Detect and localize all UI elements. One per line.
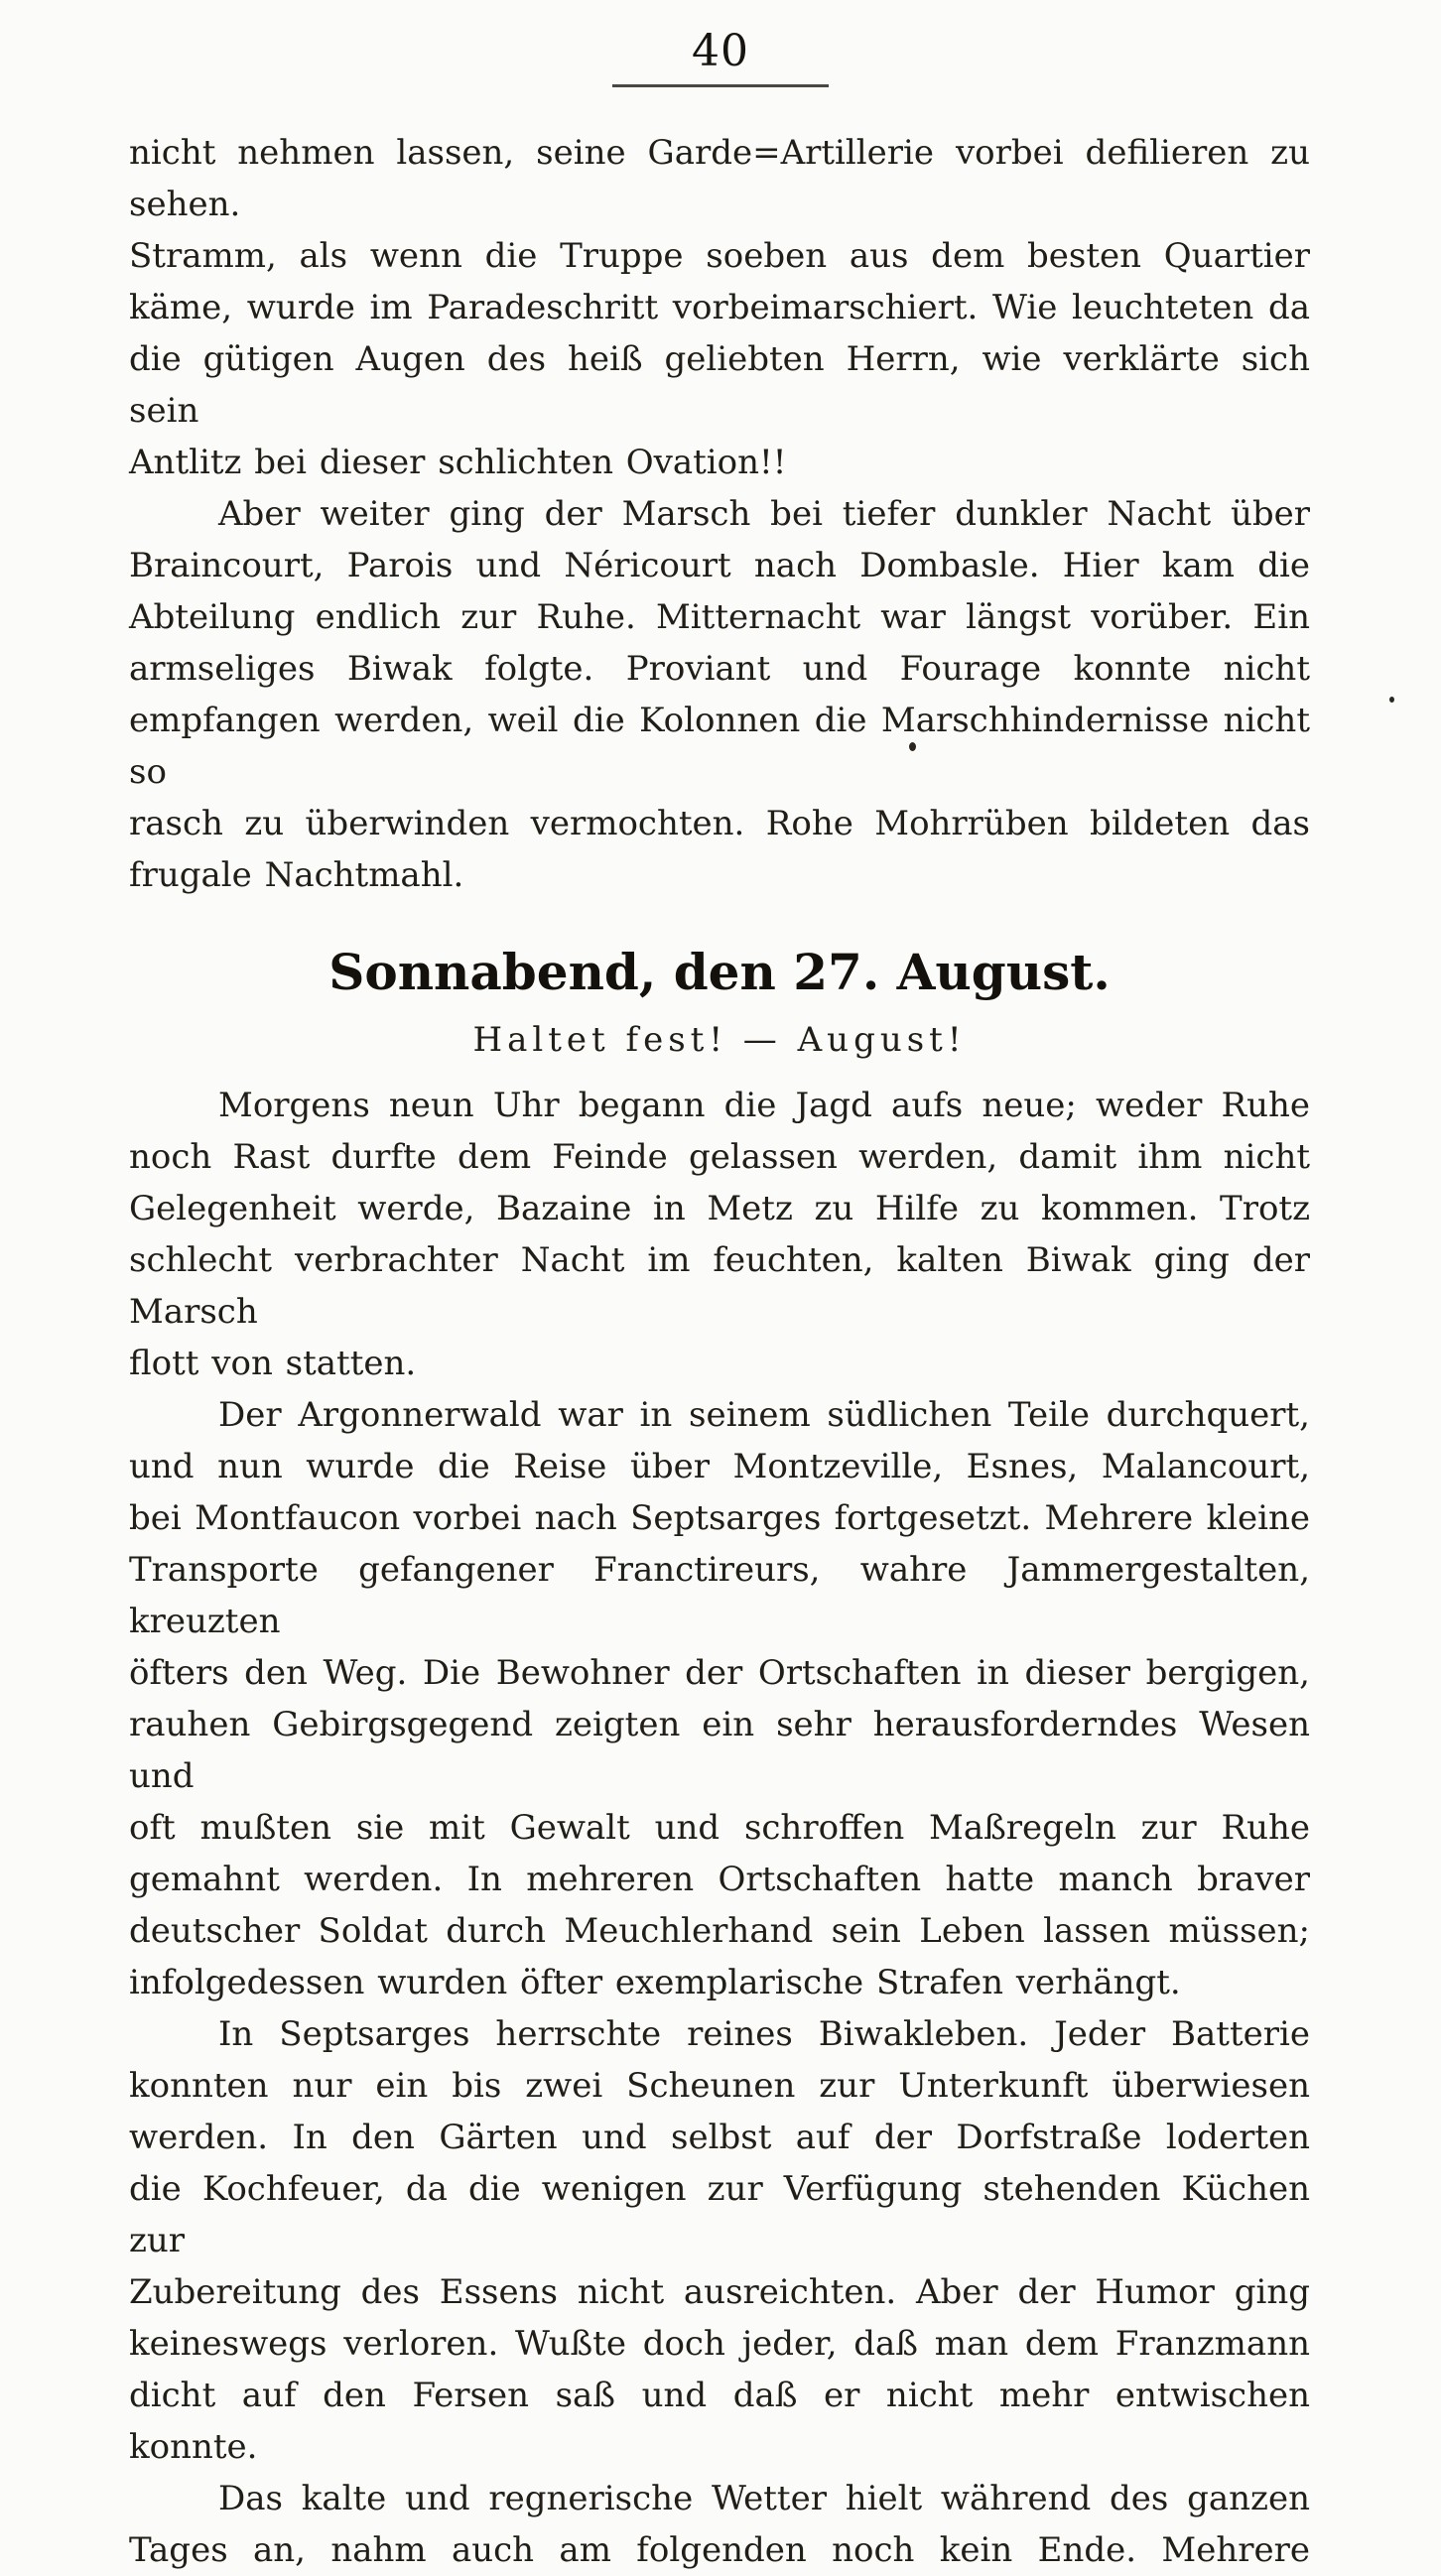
- paragraph: [129, 1080, 1310, 1389]
- text-line: Das kalte und regnerische Wetter hielt während des ganzen: [218, 2479, 1310, 2518]
- text-line: nicht nehmen lassen, seine Garde=Artillerie vorbei defilieren zu sehen.: [129, 133, 1310, 224]
- text-line: Zubereitung des Essens nicht ausreichten. Aber der Humor ging: [129, 2272, 1310, 2312]
- text-line: käme, wurde im Paradeschritt vorbeimarschiert. Wie leuchteten da: [129, 288, 1310, 327]
- text-line: flott von statten.: [129, 1344, 417, 1383]
- text-line: Antlitz bei dieser schlichten Ovation!!: [129, 443, 787, 482]
- text-line: Stramm, als wenn die Truppe soeben aus dem besten Quartier: [129, 236, 1310, 276]
- text-line: Gelegenheit werde, Bazaine in Metz zu Hilfe zu kommen. Trotz: [129, 1189, 1310, 1228]
- text-line: empfangen werden, weil die Kolonnen die Marschhindernisse nicht so: [129, 701, 1310, 792]
- text-line: die Kochfeuer, da die wenigen zur Verfügung stehenden Küchen zur: [129, 2169, 1310, 2260]
- paragraph: [129, 1389, 1310, 2008]
- text-line: Transporte gefangener Franctireurs, wahre Jammergestalten, kreuzten: [129, 1550, 1310, 1641]
- motto-subheading: Haltet fest! — August!: [472, 1020, 967, 1060]
- header-rule: [612, 84, 829, 87]
- text-line: infolgedessen wurden öfter exemplarische Strafen verhängt.: [129, 1963, 1181, 2002]
- text-line: konnten nur ein bis zwei Scheunen zur Unterkunft überwiesen: [129, 2066, 1310, 2106]
- paragraph: [129, 2473, 1310, 2576]
- text-line: deutscher Soldat durch Meuchlerhand sein Leben lassen müssen;: [129, 1911, 1310, 1951]
- paragraph: [129, 127, 1310, 488]
- text-line: Tages an, nahm auch am folgenden noch kein Ende. Mehrere: [129, 2530, 1310, 2570]
- text-line: Braincourt, Parois und Néricourt nach Dombasle. Hier kam die: [129, 546, 1310, 585]
- text-line: Der Argonnerwald war in seinem südlichen Teile durchquert,: [218, 1395, 1310, 1435]
- text-line: In Septsarges herrschte reines Biwakleben. Jeder Batterie: [218, 2014, 1310, 2054]
- page-body: [129, 127, 1310, 2576]
- text-line: rauhen Gebirgsgegend zeigten ein sehr herausforderndes Wesen und: [129, 1705, 1310, 1796]
- text-line: werden. In den Gärten und selbst auf der Dorfstraße loderten: [129, 2118, 1310, 2157]
- text-line: frugale Nachtmahl.: [129, 855, 464, 895]
- text-line: rasch zu überwinden vermochten. Rohe Mohrrüben bildeten das: [129, 804, 1310, 843]
- text-line: oft mußten sie mit Gewalt und schroffen Maßregeln zur Ruhe: [129, 1808, 1310, 1848]
- text-line: armseliges Biwak folgte. Proviant und Fourage konnte nicht: [129, 649, 1310, 689]
- text-line: Abteilung endlich zur Ruhe. Mitternacht war längst vorüber. Ein: [129, 597, 1310, 637]
- date-heading: Sonnabend, den 27. August.: [328, 943, 1111, 1001]
- text-line: und nun wurde die Reise über Montzeville, Esnes, Malancourt,: [129, 1447, 1310, 1486]
- text-line: Morgens neun Uhr begann die Jagd aufs neue; weder Ruhe: [218, 1086, 1310, 1125]
- paragraph: [129, 2008, 1310, 2473]
- text-line: Aber weiter ging der Marsch bei tiefer dunkler Nacht über: [218, 494, 1310, 534]
- paragraph: [129, 488, 1310, 901]
- text-line: bei Montfaucon vorbei nach Septsarges fortgesetzt. Mehrere kleine: [129, 1498, 1310, 1538]
- text-line: gemahnt werden. In mehreren Ortschaften hatte manch braver: [129, 1860, 1310, 1899]
- text-line: öfters den Weg. Die Bewohner der Ortschaften in dieser bergigen,: [129, 1653, 1310, 1693]
- text-line: die gütigen Augen des heiß geliebten Herrn, wie verklärte sich sein: [129, 339, 1310, 431]
- ink-speck: [1389, 697, 1394, 703]
- page-number: 40: [692, 26, 749, 76]
- text-line: dicht auf den Fersen saß und daß er nicht mehr entwischen konnte.: [129, 2376, 1310, 2467]
- ink-speck: [909, 742, 916, 751]
- page-header: [0, 0, 1441, 87]
- text-line: keineswegs verloren. Wußte doch jeder, daß man dem Franzmann: [129, 2324, 1310, 2364]
- text-line: schlecht verbrachter Nacht im feuchten, kalten Biwak ging der Marsch: [129, 1240, 1310, 1332]
- text-line: noch Rast durfte dem Feinde gelassen werden, damit ihm nicht: [129, 1137, 1310, 1177]
